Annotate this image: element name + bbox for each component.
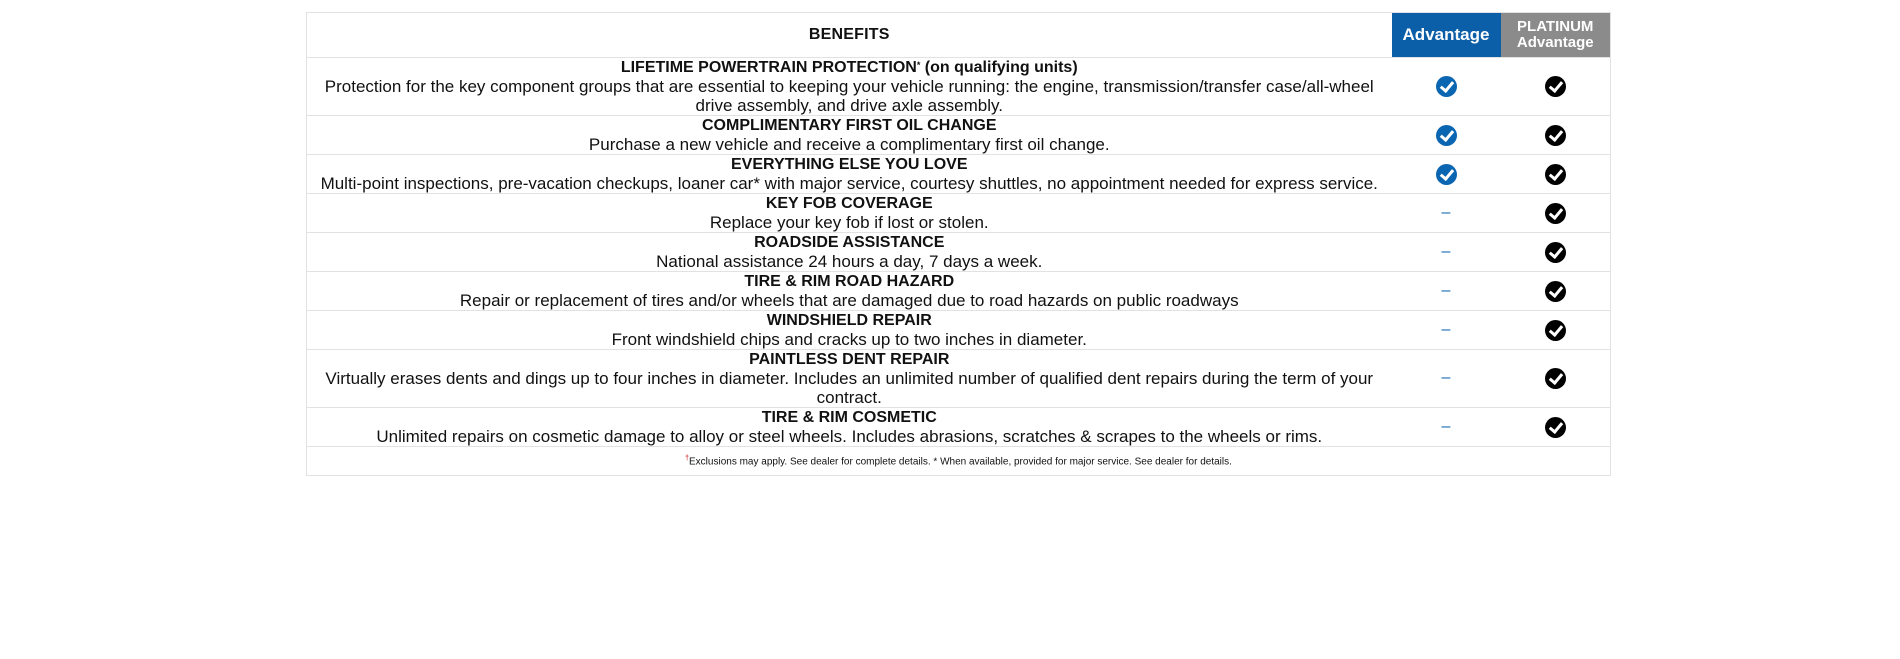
- check-icon: [1545, 164, 1566, 185]
- table-row: [307, 116, 1611, 155]
- platinum-cell: [1501, 350, 1611, 408]
- footnote-marker: †: [685, 454, 690, 462]
- benefit-cell: [307, 233, 1392, 272]
- benefit-cell: [307, 155, 1392, 194]
- advantage-cell: [1392, 311, 1501, 350]
- table-row: [307, 311, 1611, 350]
- benefit-cell: [307, 272, 1392, 311]
- not-included-dash: –: [1441, 417, 1451, 435]
- benefit-title: ROADSIDE ASSISTANCE: [754, 234, 945, 251]
- check-icon: [1545, 242, 1566, 263]
- benefit-description: Protection for the key component groups that are essential to keeping your vehicle running: the engine, transmission/transfer case/all-wheel drive assembly, and drive axle assembly.: [324, 77, 1374, 115]
- check-icon: [1545, 125, 1566, 146]
- benefit-title: TIRE & RIM COSMETIC: [761, 409, 937, 426]
- benefit-description: Purchase a new vehicle and receive a complimentary first oil change.: [588, 135, 1110, 154]
- platinum-cell: [1501, 233, 1611, 272]
- platinum-plan-label-line1: PLATINUM: [1517, 18, 1594, 35]
- check-icon: [1545, 76, 1566, 97]
- table-row: [307, 350, 1611, 408]
- advantage-cell: [1392, 194, 1501, 233]
- benefits-comparison: [306, 12, 1610, 476]
- table-row: [307, 272, 1611, 311]
- table-row: [307, 155, 1611, 194]
- not-included-dash: –: [1441, 242, 1451, 260]
- benefit-title: COMPLIMENTARY FIRST OIL CHANGE: [701, 117, 997, 134]
- benefits-rows: [307, 58, 1611, 447]
- footnote: [307, 447, 1611, 476]
- platinum-plan-label-line2: Advantage: [1516, 34, 1594, 51]
- benefit-title: TIRE & RIM ROAD HAZARD: [744, 273, 955, 290]
- table-row: [307, 58, 1611, 116]
- footnote-text: Exclusions may apply. See dealer for complete details. * When available, provided for major service. See dealer for details.: [689, 456, 1232, 468]
- benefit-description: National assistance 24 hours a day, 7 days a week.: [656, 252, 1043, 271]
- advantage-cell: [1392, 155, 1501, 194]
- benefit-cell: [307, 58, 1392, 116]
- advantage-cell: [1392, 116, 1501, 155]
- benefit-cell: [307, 350, 1392, 408]
- check-icon: [1545, 417, 1566, 438]
- check-icon: [1545, 281, 1566, 302]
- benefit-title-suffix: (on qualifying units): [920, 59, 1078, 76]
- not-included-dash: –: [1441, 203, 1451, 221]
- benefit-title: WINDSHIELD REPAIR: [766, 312, 932, 329]
- advantage-cell: [1392, 350, 1501, 408]
- advantage-cell: [1392, 58, 1501, 116]
- platinum-cell: [1501, 408, 1611, 447]
- advantage-cell: [1392, 233, 1501, 272]
- benefit-title-footnote-marker: *: [916, 60, 921, 70]
- platinum-cell: [1501, 194, 1611, 233]
- advantage-cell: [1392, 272, 1501, 311]
- footnote-row: [307, 447, 1611, 476]
- table-row: [307, 194, 1611, 233]
- benefit-description: Repair or replacement of tires and/or wheels that are damaged due to road hazards on public roadways: [459, 291, 1239, 310]
- check-icon: [1436, 125, 1457, 146]
- table-row: [307, 233, 1611, 272]
- check-icon: [1545, 368, 1566, 389]
- not-included-dash: –: [1441, 320, 1451, 338]
- not-included-dash: –: [1441, 281, 1451, 299]
- platinum-cell: [1501, 116, 1611, 155]
- table-row: [307, 408, 1611, 447]
- benefit-description: Replace your key fob if lost or stolen.: [709, 213, 989, 232]
- platinum-cell: [1501, 272, 1611, 311]
- platinum-cell: [1501, 311, 1611, 350]
- check-icon: [1545, 203, 1566, 224]
- benefits-table: [306, 12, 1611, 476]
- platinum-cell: [1501, 155, 1611, 194]
- platinum-cell: [1501, 58, 1611, 116]
- benefit-cell: [307, 408, 1392, 447]
- benefit-cell: [307, 116, 1392, 155]
- benefit-cell: [307, 311, 1392, 350]
- advantage-cell: [1392, 408, 1501, 447]
- benefit-description: Virtually erases dents and dings up to four inches in diameter. Includes an unlimited number of qualified dent repairs during the term of your contract.: [325, 369, 1374, 407]
- benefit-title: KEY FOB COVERAGE: [765, 195, 933, 212]
- benefit-description: Multi-point inspections, pre-vacation checkups, loaner car* with major service, courtesy shuttles, no appointment needed for express service.: [320, 174, 1378, 193]
- check-icon: [1545, 320, 1566, 341]
- benefit-description: Unlimited repairs on cosmetic damage to alloy or steel wheels. Includes abrasions, scratches & scrapes to the wheels or rims.: [376, 427, 1323, 446]
- benefit-title: EVERYTHING ELSE YOU LOVE: [731, 156, 968, 173]
- benefit-cell: [307, 194, 1392, 233]
- benefit-title: PAINTLESS DENT REPAIR: [749, 351, 950, 368]
- benefit-description: Front windshield chips and cracks up to two inches in diameter.: [611, 330, 1087, 349]
- table-header-row: [307, 13, 1611, 58]
- benefits-column-header: BENEFITS: [307, 13, 1392, 58]
- check-icon: [1436, 164, 1457, 185]
- check-icon: [1436, 76, 1457, 97]
- benefit-title: LIFETIME POWERTRAIN PROTECTION* (on qualifying units): [620, 59, 1078, 76]
- not-included-dash: –: [1441, 369, 1451, 387]
- platinum-column-header: [1501, 13, 1611, 58]
- advantage-plan-label: Advantage: [1402, 25, 1490, 44]
- advantage-column-header: [1392, 13, 1501, 58]
